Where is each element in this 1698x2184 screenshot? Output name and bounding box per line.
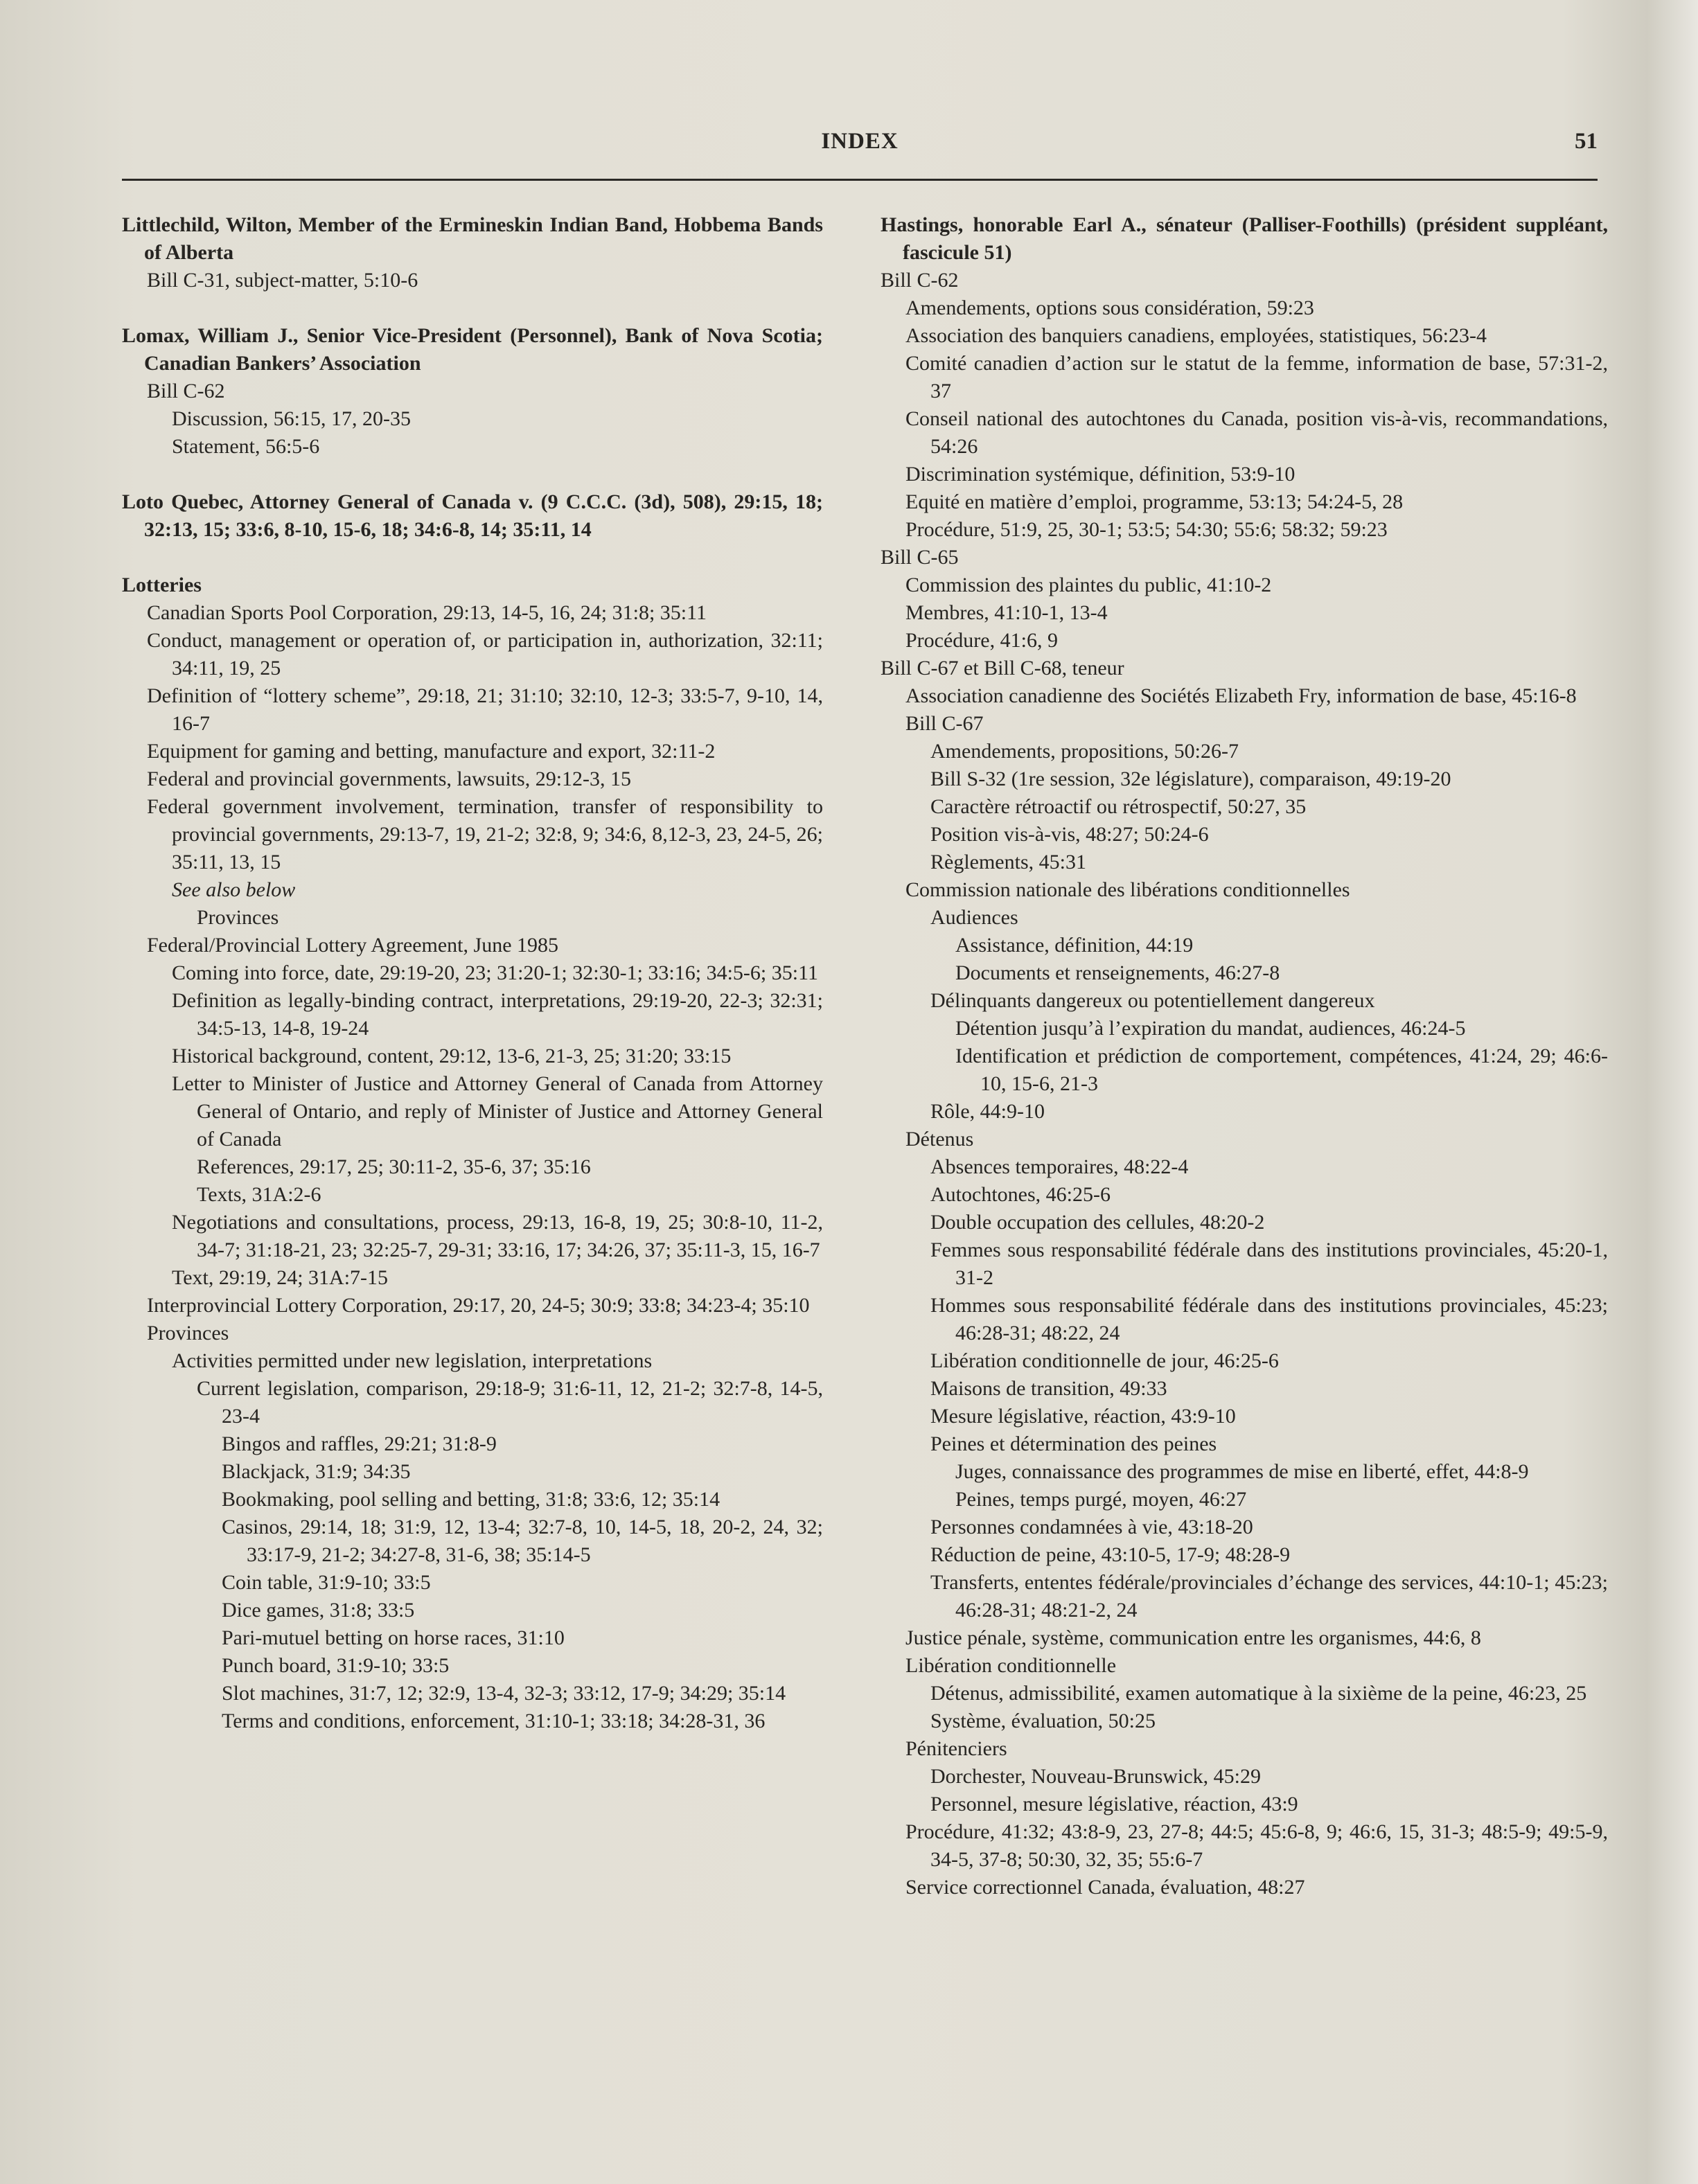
index-subentry: Bingos and raffles, 29:21; 31:8-9	[222, 1432, 497, 1455]
index-subentry: Bill S-32 (1re session, 32e législature), comparaison, 49:19-20	[930, 767, 1451, 790]
index-subentry: Transferts, ententes fédérale/provinciales d’échange des services, 44:10-1; 45:23; 46:28-31; 48:21-2, 24	[930, 1571, 1608, 1622]
index-subentry: Casinos, 29:14, 18; 31:9, 12, 13-4; 32:7-8, 10, 14-5, 18, 20-2, 24, 32; 33:17-9, 21-2; 34:27-8, 31-6, 38; 35:14-5	[222, 1516, 823, 1566]
index-subentry: Règlements, 45:31	[930, 851, 1086, 873]
index-subentry: Bill C-62	[881, 269, 959, 292]
index-heading: Lomax, William J., Senior Vice-President (Personnel), Bank of Nova Scotia; Canadian Bankers’ Association	[122, 324, 823, 375]
index-subentry: Procédure, 51:9, 25, 30-1; 53:5; 54:30; 55:6; 58:32; 59:23	[905, 518, 1388, 541]
index-subentry: Federal and provincial governments, lawsuits, 29:12-3, 15	[147, 767, 632, 790]
index-subentry: Justice pénale, système, communication entre les organismes, 44:6, 8	[905, 1626, 1481, 1649]
header-rule	[122, 179, 1598, 181]
index-heading: Hastings, honorable Earl A., sénateur (Palliser-Foothills) (président suppléant, fascicule 51)	[881, 213, 1608, 264]
index-subentry: Coming into force, date, 29:19-20, 23; 31:20-1; 32:30-1; 33:16; 34:5-6; 35:11	[172, 961, 818, 984]
page-title: INDEX	[821, 129, 899, 154]
index-subentry: Détenus	[905, 1128, 974, 1151]
index-subentry: Discrimination systémique, définition, 53:9-10	[905, 463, 1295, 486]
index-subentry: Coin table, 31:9-10; 33:5	[222, 1571, 431, 1594]
index-subentry: Personnes condamnées à vie, 43:18-20	[930, 1516, 1253, 1538]
index-heading: Loto Quebec, Attorney General of Canada v. (9 C.C.C. (3d), 508), 29:15, 18; 32:13, 15; 33:6, 8-10, 15-6, 18; 34:6-8, 14; 35:11, 14	[122, 490, 823, 541]
index-subentry: Text, 29:19, 24; 31A:7-15	[172, 1266, 389, 1289]
index-subentry: Equipment for gaming and betting, manufacture and export, 32:11-2	[147, 740, 716, 763]
index-subentry: Interprovincial Lottery Corporation, 29:17, 20, 24-5; 30:9; 33:8; 34:23-4; 35:10	[147, 1294, 810, 1317]
index-subentry: Provinces	[197, 906, 279, 929]
index-subentry: Documents et renseignements, 46:27-8	[955, 961, 1280, 984]
index-subentry: Position vis-à-vis, 48:27; 50:24-6	[930, 823, 1209, 846]
index-subentry: Slot machines, 31:7, 12; 32:9, 13-4, 32-3; 33:12, 17-9; 34:29; 35:14	[222, 1682, 786, 1705]
index-subentry: Association des banquiers canadiens, employées, statistiques, 56:23-4	[905, 324, 1487, 347]
index-subentry: Comité canadien d’action sur le statut de la femme, information de base, 57:31-2, 37	[905, 352, 1608, 402]
index-subentry: Definition as legally-binding contract, interpretations, 29:19-20, 22-3; 32:31; 34:5-13, 14-8, 19-24	[172, 989, 823, 1040]
index-subentry: Absences temporaires, 48:22-4	[930, 1155, 1189, 1178]
index-subentry: Maisons de transition, 49:33	[930, 1377, 1167, 1400]
index-subentry: Punch board, 31:9-10; 33:5	[222, 1654, 450, 1677]
index-subentry: Commission des plaintes du public, 41:10-2	[905, 574, 1272, 596]
index-subentry: Dorchester, Nouveau-Brunswick, 45:29	[930, 1765, 1262, 1788]
page-header	[122, 129, 1598, 170]
index-subentry: Délinquants dangereux ou potentiellement dangereux	[930, 989, 1375, 1012]
index-subentry: Réduction de peine, 43:10-5, 17-9; 48:28-9	[930, 1543, 1291, 1566]
index-subentry: Bill C-65	[881, 546, 959, 569]
index-subentry: Negotiations and consultations, process, 29:13, 16-8, 19, 25; 30:8-10, 11-2, 34-7; 31:18-21, 23; 32:25-7, 29-31; 33:16, 17; 34:26, 37; 35:11-3, 15, 16-7	[172, 1211, 823, 1261]
index-subentry: Conduct, management or operation of, or participation in, authorization, 32:11; 34:11, 19, 25	[147, 629, 823, 680]
index-subentry: Procédure, 41:6, 9	[905, 629, 1058, 652]
index-subentry: References, 29:17, 25; 30:11-2, 35-6, 37; 35:16	[197, 1155, 591, 1178]
index-subentry: Identification et prédiction de comportement, compétences, 41:24, 29; 46:6-10, 15-6, 21-3	[955, 1045, 1608, 1095]
index-subentry: Bill C-62	[147, 380, 225, 402]
index-subentry: Pari-mutuel betting on horse races, 31:10	[222, 1626, 565, 1649]
index-subentry: Association canadienne des Sociétés Elizabeth Fry, information de base, 45:16-8	[905, 684, 1577, 707]
index-subentry: Autochtones, 46:25-6	[930, 1183, 1111, 1206]
index-subentry: Federal government involvement, termination, transfer of responsibility to provincial governments, 29:13-7, 19, 21-2; 32:8, 9; 34:6, 8,12-3, 23, 24-5, 26; 35:11, 13, 15	[147, 795, 823, 873]
index-subentry: Femmes sous responsabilité fédérale dans des institutions provinciales, 45:20-1, 31-2	[930, 1239, 1608, 1289]
index-subentry: Audiences	[930, 906, 1018, 929]
index-subentry: Bill C-67	[905, 712, 984, 735]
index-subentry: Peines, temps purgé, moyen, 46:27	[955, 1488, 1247, 1511]
index-subentry: Amendements, options sous considération, 59:23	[905, 296, 1314, 319]
index-subentry: Mesure législative, réaction, 43:9-10	[930, 1405, 1236, 1428]
index-subentry: Service correctionnel Canada, évaluation, 48:27	[905, 1876, 1305, 1899]
index-subentry: Historical background, content, 29:12, 13-6, 21-3, 25; 31:20; 33:15	[172, 1045, 732, 1067]
index-subentry: Bookmaking, pool selling and betting, 31:8; 33:6, 12; 35:14	[222, 1488, 720, 1511]
index-subentry: Peines et détermination des peines	[930, 1432, 1217, 1455]
index-subentry: Definition of “lottery scheme”, 29:18, 21; 31:10; 32:10, 12-3; 33:5-7, 9-10, 14, 16-7	[147, 684, 823, 735]
index-subentry: See also below	[172, 878, 296, 901]
index-subentry: Canadian Sports Pool Corporation, 29:13, 14-5, 16, 24; 31:8; 35:11	[147, 601, 707, 624]
index-subentry: Conseil national des autochtones du Canada, position vis-à-vis, recommandations, 54:26	[905, 407, 1608, 458]
index-subentry: Letter to Minister of Justice and Attorney General of Canada from Attorney General of Ontario, and reply of Minister of Justice and Attorney General of Canada	[172, 1072, 823, 1151]
index-subentry: Personnel, mesure législative, réaction, 43:9	[930, 1793, 1298, 1815]
index-subentry: Procédure, 41:32; 43:8-9, 23, 27-8; 44:5; 45:6-8, 9; 46:6, 15, 31-3; 48:5-9; 49:5-9, 34-5, 37-8; 50:30, 32, 35; 55:6-7	[905, 1820, 1608, 1871]
index-subentry: Dice games, 31:8; 33:5	[222, 1599, 415, 1622]
index-subentry: Amendements, propositions, 50:26-7	[930, 740, 1239, 763]
page-number: 51	[1575, 129, 1598, 154]
index-heading: Lotteries	[122, 574, 202, 596]
index-subentry: Juges, connaissance des programmes de mise en liberté, effet, 44:8-9	[955, 1460, 1529, 1483]
index-subentry: Federal/Provincial Lottery Agreement, June 1985	[147, 934, 559, 957]
index-subentry: Equité en matière d’emploi, programme, 53:13; 54:24-5, 28	[905, 490, 1404, 513]
left-column	[122, 211, 823, 1735]
index-subentry: Discussion, 56:15, 17, 20-35	[172, 407, 411, 430]
index-subentry: Détenus, admissibilité, examen automatique à la sixième de la peine, 46:23, 25	[930, 1682, 1587, 1705]
index-subentry: Activities permitted under new legislation, interpretations	[172, 1349, 653, 1372]
index-subentry: Caractère rétroactif ou rétrospectif, 50:27, 35	[930, 795, 1307, 818]
index-subentry: Détention jusqu’à l’expiration du mandat, audiences, 46:24-5	[955, 1017, 1466, 1040]
index-subentry: Terms and conditions, enforcement, 31:10-1; 33:18; 34:28-31, 36	[222, 1710, 766, 1732]
index-subentry: Bill C-31, subject-matter, 5:10-6	[147, 269, 418, 292]
index-subentry: Rôle, 44:9-10	[930, 1100, 1045, 1123]
index-subentry: Double occupation des cellules, 48:20-2	[930, 1211, 1265, 1234]
index-heading: Littlechild, Wilton, Member of the Ermineskin Indian Band, Hobbema Bands of Alberta	[122, 213, 823, 264]
right-column	[881, 211, 1608, 1901]
index-subentry: Provinces	[147, 1322, 229, 1344]
index-subentry: Commission nationale des libérations conditionnelles	[905, 878, 1350, 901]
index-subentry: Libération conditionnelle	[905, 1654, 1117, 1677]
index-subentry: Current legislation, comparison, 29:18-9; 31:6-11, 12, 21-2; 32:7-8, 14-5, 23-4	[197, 1377, 823, 1428]
index-subentry: Blackjack, 31:9; 34:35	[222, 1460, 411, 1483]
index-subentry: Texts, 31A:2-6	[197, 1183, 321, 1206]
index-subentry: Libération conditionnelle de jour, 46:25-6	[930, 1349, 1279, 1372]
index-subentry: Bill C-67 et Bill C-68, teneur	[881, 657, 1124, 680]
index-subentry: Membres, 41:10-1, 13-4	[905, 601, 1108, 624]
index-subentry: Statement, 56:5-6	[172, 435, 320, 458]
index-subentry: Système, évaluation, 50:25	[930, 1710, 1156, 1732]
index-subentry: Pénitenciers	[905, 1737, 1007, 1760]
index-subentry: Assistance, définition, 44:19	[955, 934, 1194, 957]
index-subentry: Hommes sous responsabilité fédérale dans des institutions provinciales, 45:23; 46:28-31; 48:22, 24	[930, 1294, 1608, 1344]
